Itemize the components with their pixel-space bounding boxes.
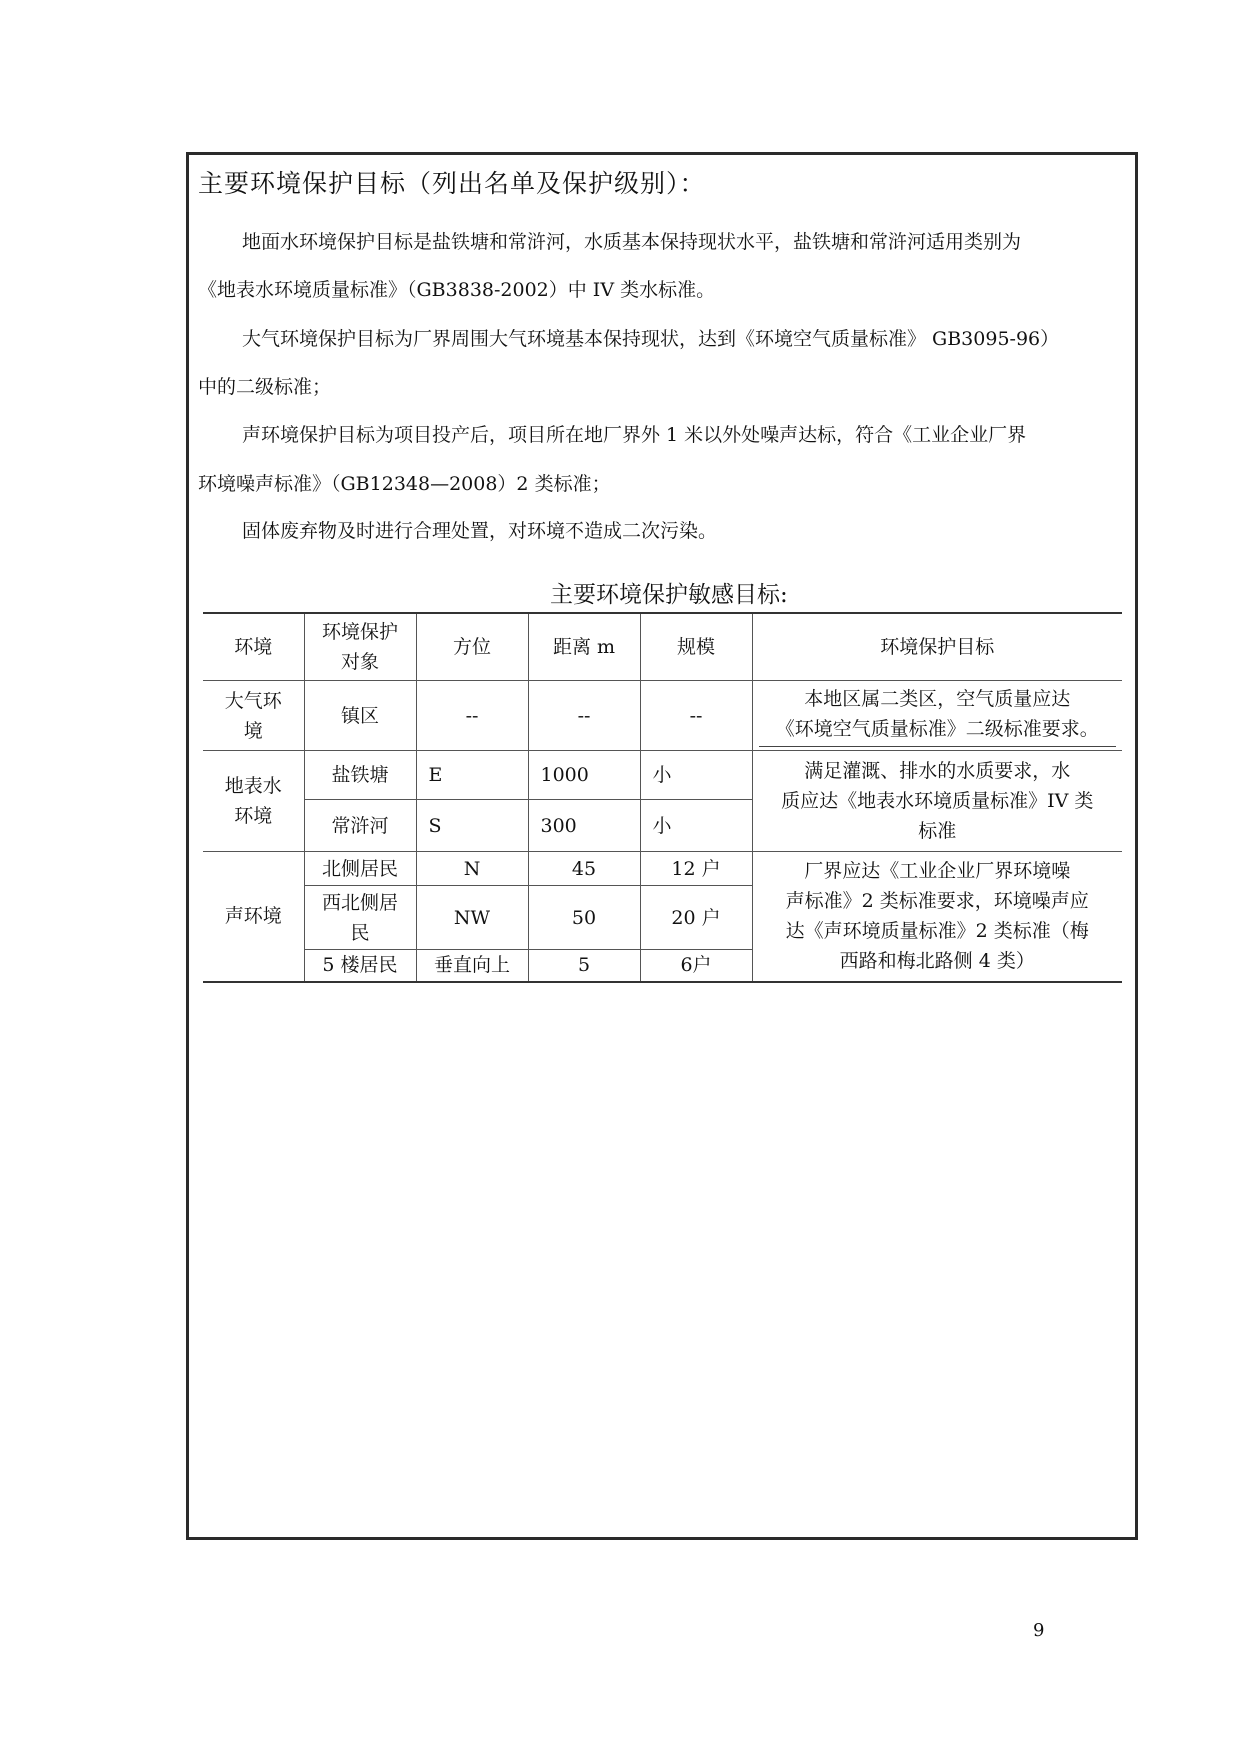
env-cell: 声环境: [203, 852, 304, 982]
header-object-line: 对象: [340, 651, 379, 673]
env-line: 地表水: [224, 775, 282, 797]
scale-cell: --: [640, 681, 752, 751]
target-line: 西路和梅北路侧 4 类）: [839, 950, 1035, 973]
scale-cell: 6户: [640, 950, 752, 982]
object-cell: 镇区: [304, 681, 416, 751]
distance-cell: 45: [528, 852, 640, 886]
env-line: 大气环: [224, 689, 282, 712]
header-object: [304, 613, 416, 681]
sensitive-targets-table: [203, 612, 1122, 983]
header-object-line: 环境保护: [321, 621, 398, 643]
env-cell: [203, 751, 304, 852]
object-line: 民: [350, 921, 370, 944]
distance-cell: 5: [528, 950, 640, 982]
target-cell: [752, 852, 1122, 982]
scale-cell: 小: [640, 800, 752, 852]
env-cell: [203, 681, 304, 751]
scale-cell: 12 户: [640, 852, 752, 886]
target-cell: [752, 751, 1122, 852]
page-number: 9: [1033, 1620, 1045, 1641]
target-line: 标准: [918, 820, 957, 842]
header-scale: 规模: [640, 613, 752, 681]
paragraph-line: 声环境保护目标为项目投产后，项目所在地厂界外 1 米以外处噪声达标，符合《工业企业厂界: [242, 424, 1027, 446]
section-heading: 主要环境保护目标（列出名单及保护级别）：: [198, 169, 706, 198]
object-cell: 常浒河: [304, 800, 416, 852]
header-distance: 距离 m: [528, 613, 640, 681]
object-cell: [304, 886, 416, 950]
object-cell: 北侧居民: [304, 852, 416, 886]
table-row: [203, 751, 1122, 800]
table-row: [203, 852, 1122, 886]
distance-cell: 300: [528, 800, 640, 852]
direction-cell: NW: [416, 886, 528, 950]
scale-cell: 20 户: [640, 886, 752, 950]
paragraph-line: 固体废弃物及时进行合理处置，对环境不造成二次污染。: [242, 520, 718, 542]
distance-cell: 50: [528, 886, 640, 950]
header-environment: 环境: [203, 613, 304, 681]
header-target: 环境保护目标: [752, 613, 1122, 681]
target-line: 本地区属二类区，空气质量应达: [804, 688, 1071, 710]
direction-cell: E: [416, 751, 528, 800]
target-cell: [752, 681, 1122, 751]
distance-cell: --: [528, 681, 640, 751]
distance-cell: 1000: [528, 751, 640, 800]
target-line: 质应达《地表水环境质量标准》IV 类: [781, 790, 1094, 812]
paragraph-line: 《地表水环境质量标准》（GB3838-2002）中 IV 类水标准。: [198, 279, 716, 301]
target-line: 声标准》2 类标准要求，环境噪声应: [785, 890, 1089, 913]
table-title: 主要环境保护敏感目标:: [550, 582, 788, 608]
paragraph-line: 大气环境保护目标为厂界周围大气环境基本保持现状，达到《环境空气质量标准》 GB3095-96）: [242, 328, 1060, 350]
target-line: 达《声环境质量标准》2 类标准（梅: [785, 920, 1089, 943]
direction-cell: N: [416, 852, 528, 886]
paragraph-line: 中的二级标准；: [198, 376, 332, 398]
paragraph-line: 环境噪声标准》（GB12348—2008）2 类标准；: [198, 473, 611, 495]
object-line: 西北侧居: [321, 891, 398, 914]
object-cell: 5 楼居民: [304, 950, 416, 982]
direction-cell: S: [416, 800, 528, 852]
object-cell: 盐铁塘: [304, 751, 416, 800]
target-line: 《环境空气质量标准》二级标准要求。: [759, 714, 1117, 747]
target-line: 厂界应达《工业企业厂界环境噪: [804, 860, 1071, 883]
header-direction: 方位: [416, 613, 528, 681]
scale-cell: 小: [640, 751, 752, 800]
table-header-row: [203, 613, 1122, 681]
target-line: 满足灌溉、排水的水质要求，水: [804, 760, 1071, 782]
direction-cell: --: [416, 681, 528, 751]
env-line: 境: [243, 719, 263, 742]
env-line: 环境: [234, 805, 273, 827]
table-row: [203, 681, 1122, 751]
paragraph-line: 地面水环境保护目标是盐铁塘和常浒河，水质基本保持现状水平，盐铁塘和常浒河适用类别为: [242, 231, 1022, 253]
direction-cell: 垂直向上: [416, 950, 528, 982]
